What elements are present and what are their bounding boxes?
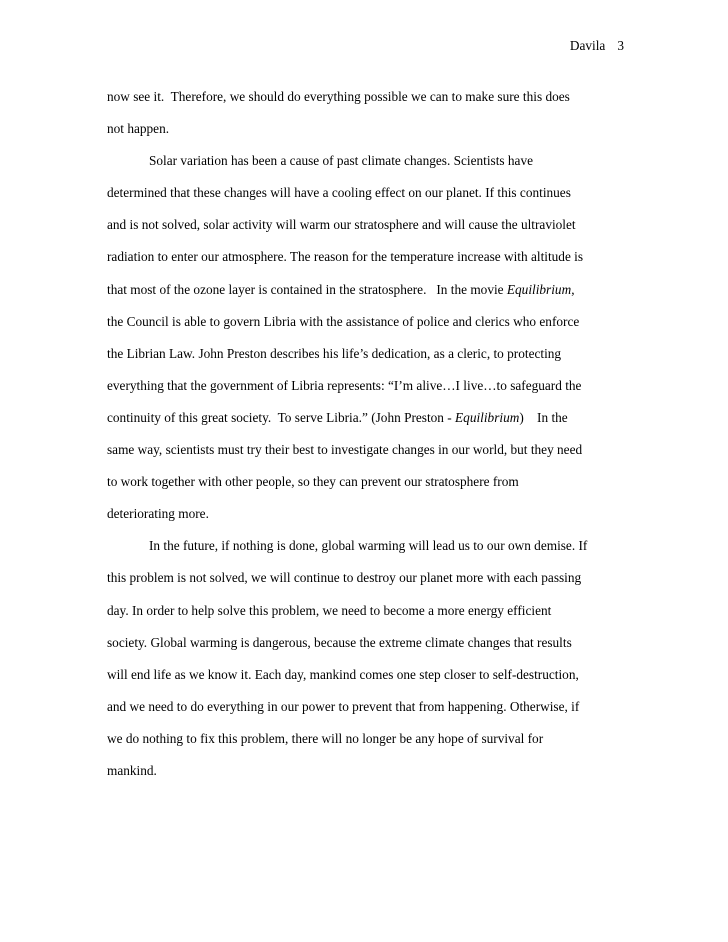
text-segment: same way, scientists must try their best to investigate changes in our world, but they need	[107, 442, 583, 458]
text-segment: the Council is able to govern Libria with the assistance of police and clerics who enforce	[107, 313, 580, 329]
text-segment: continuity of this great society. To serve Libria.” (John Preston -	[107, 409, 456, 425]
text-segment: In the future, if nothing is done, global warming will lead us to our own demise. If	[149, 538, 588, 554]
text-line	[107, 177, 647, 209]
text-line	[107, 241, 647, 273]
header-author: Davila	[569, 38, 606, 53]
text-line	[107, 81, 647, 113]
text-line	[107, 562, 647, 594]
text-segment: to work together with other people, so they can prevent our stratosphere from	[107, 474, 519, 490]
text-line	[107, 627, 647, 659]
text-segment: Solar variation has been a cause of past climate changes. Scientists have	[149, 153, 533, 169]
text-line	[107, 595, 647, 627]
text-line	[107, 338, 647, 370]
italic-title: Equilibrium	[455, 409, 520, 425]
text-line	[107, 274, 647, 306]
text-line	[107, 466, 647, 498]
text-line	[107, 498, 647, 530]
header-page-number: 3	[617, 38, 624, 53]
text-line	[107, 306, 647, 338]
body-text	[107, 81, 647, 787]
text-line	[107, 113, 647, 145]
text-segment: deteriorating more.	[107, 506, 209, 522]
text-line	[107, 370, 647, 402]
text-segment: everything that the government of Libria represents: “I’m alive…I live…to safeguard the	[107, 377, 582, 393]
text-segment: determined that these changes will have a cooling effect on our planet. If this continues	[107, 185, 571, 201]
text-segment: and is not solved, solar activity will warm our stratosphere and will cause the ultraviolet	[107, 217, 576, 233]
text-line	[107, 402, 647, 434]
text-line	[107, 530, 647, 562]
text-line	[107, 723, 647, 755]
text-segment: society. Global warming is dangerous, because the extreme climate changes that results	[107, 634, 572, 650]
text-segment: ) In the	[519, 409, 568, 425]
text-line	[107, 691, 647, 723]
text-segment: that most of the ozone layer is contained in the stratosphere. In the movie	[107, 281, 507, 297]
text-segment: radiation to enter our atmosphere. The reason for the temperature increase with altitude is	[107, 249, 584, 265]
text-line	[107, 145, 647, 177]
text-segment: will end life as we know it. Each day, mankind comes one step closer to self-destruction,	[107, 666, 579, 682]
text-segment: not happen.	[107, 121, 170, 137]
text-segment: now see it. Therefore, we should do everything possible we can to make sure this does	[107, 89, 570, 104]
text-segment: the Librian Law. John Preston describes his life’s dedication, as a cleric, to protecting	[107, 345, 562, 361]
text-line	[107, 755, 647, 787]
text-line	[107, 209, 647, 241]
text-segment: mankind.	[107, 762, 157, 778]
italic-title: Equilibrium	[506, 281, 572, 297]
text-segment: this problem is not solved, we will continue to destroy our planet more with each passing	[107, 570, 582, 586]
text-segment: we do nothing to fix this problem, there will no longer be any hope of survival for	[107, 730, 544, 746]
text-segment: day. In order to help solve this problem, we need to become a more energy efficient	[107, 602, 552, 618]
text-line	[107, 659, 647, 691]
text-line	[107, 434, 647, 466]
text-segment: and we need to do everything in our power to prevent that from happening. Otherwise, if	[107, 698, 580, 714]
text-segment: ,	[571, 281, 575, 297]
running-header	[570, 38, 624, 54]
